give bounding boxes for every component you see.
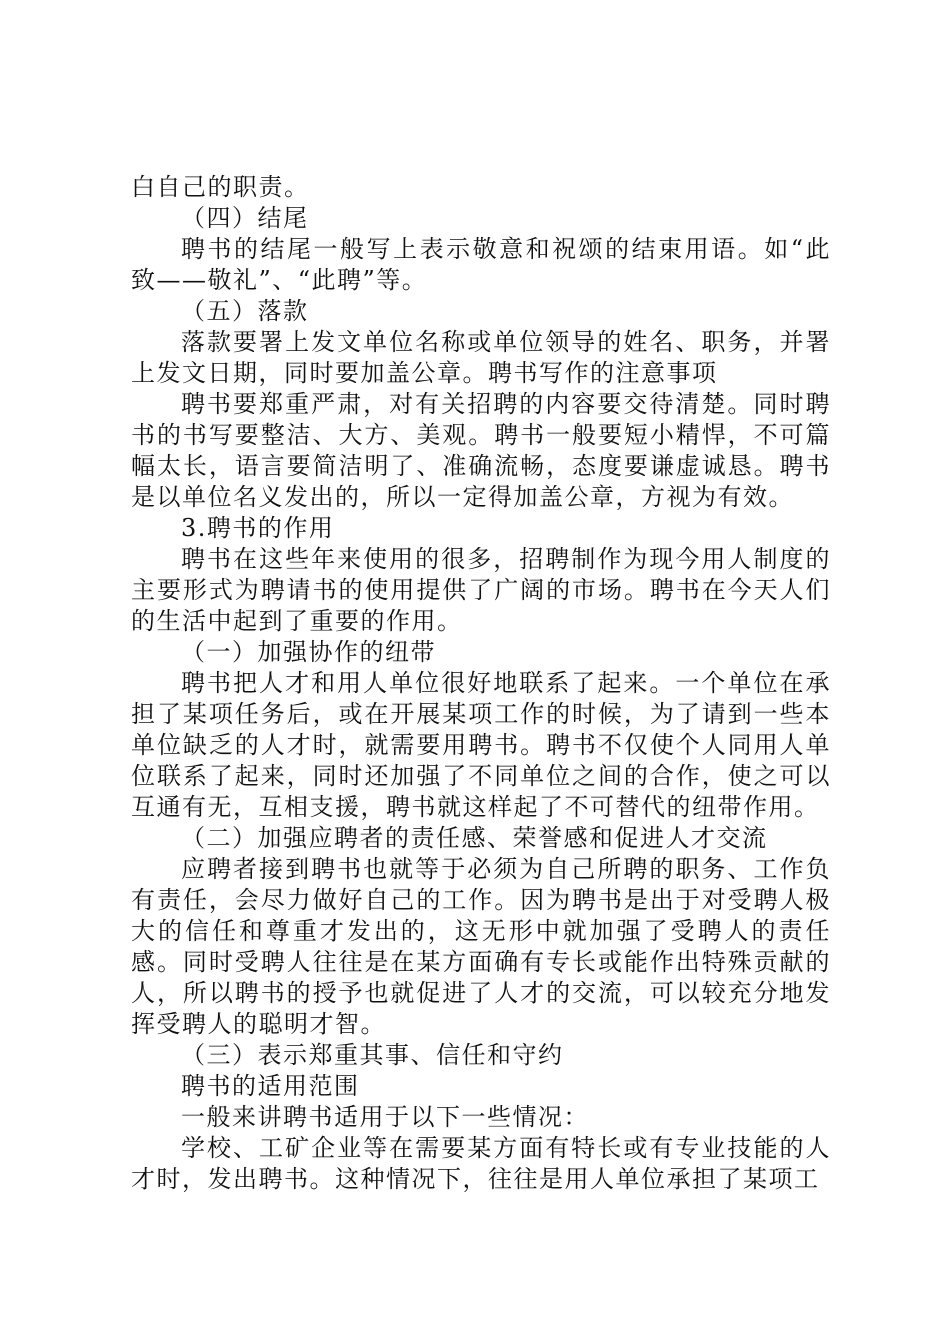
paragraph-scope-title: 聘书的适用范围 — [181, 1072, 360, 1100]
paragraph-cooperation: 聘书把人才和用人单位很好地联系了起来。一个单位在承担了某项任务后，或在开展某项工作的时候，为了请到一些本单位缺乏的人才时，就需要用聘书。聘书不仅使个人同用人单位联系了起来，同时还加强了不同单位之间的合作，使之可以互通有无，互相支援，聘书就这样起了不可替代的纽带作用。 — [131, 669, 831, 821]
subheading-cooperation: （一）加强协作的纽带 — [181, 638, 436, 666]
section-heading-signature: （五）落款 — [181, 297, 309, 325]
paragraph-notes: 聘书要郑重严肃，对有关招聘的内容要交待清楚。同时聘书的书写要整洁、大方、美观。聘书一般要短小精悍，不可篇幅太长，语言要简洁明了、准确流畅，态度要谦虚诚恳。聘书是以单位名义发出的，所以一定得加盖公章，方视为有效。 — [131, 390, 831, 511]
subheading-trust: （三）表示郑重其事、信任和守约 — [181, 1041, 564, 1069]
paragraph-scope-school: 学校、工矿企业等在需要某方面有特长或有专业技能的人才时，发出聘书。这种情况下，往往是用人单位承担了某项工 — [131, 1134, 831, 1193]
document-body — [131, 172, 831, 1195]
paragraph-responsibility: 应聘者接到聘书也就等于必须为自己所聘的职务、工作负有责任，会尽力做好自己的工作。因为聘书是出于对受聘人极大的信任和尊重才发出的，这无形中就加强了受聘人的责任感。同时受聘人往往是在某方面确有专长或能作出特殊贡献的人，所以聘书的授予也就促进了人才的交流，可以较充分地发挥受聘人的聪明才智。 — [131, 855, 831, 1038]
section-heading-function: 3.聘书的作用 — [181, 514, 335, 542]
subheading-responsibility: （二）加强应聘者的责任感、荣誉感和促进人才交流 — [181, 824, 768, 852]
paragraph-function-intro: 聘书在这些年来使用的很多，招聘制作为现今用人制度的主要形式为聘请书的使用提供了广阔的市场。聘书在今天人们的生活中起到了重要的作用。 — [131, 545, 831, 635]
paragraph-signature: 落款要署上发文单位名称或单位领导的姓名、职务，并署上发文日期，同时要加盖公章。聘书写作的注意事项 — [131, 328, 831, 387]
paragraph-scope-intro: 一般来讲聘书适用于以下一些情况： — [181, 1103, 589, 1131]
section-heading-ending: （四）结尾 — [181, 204, 309, 232]
paragraph-ending: 聘书的结尾一般写上表示敬意和祝颂的结束用语。如“此致——敬礼”、“此聘”等。 — [131, 235, 831, 294]
paragraph-continuation: 白自己的职责。 — [131, 173, 310, 201]
